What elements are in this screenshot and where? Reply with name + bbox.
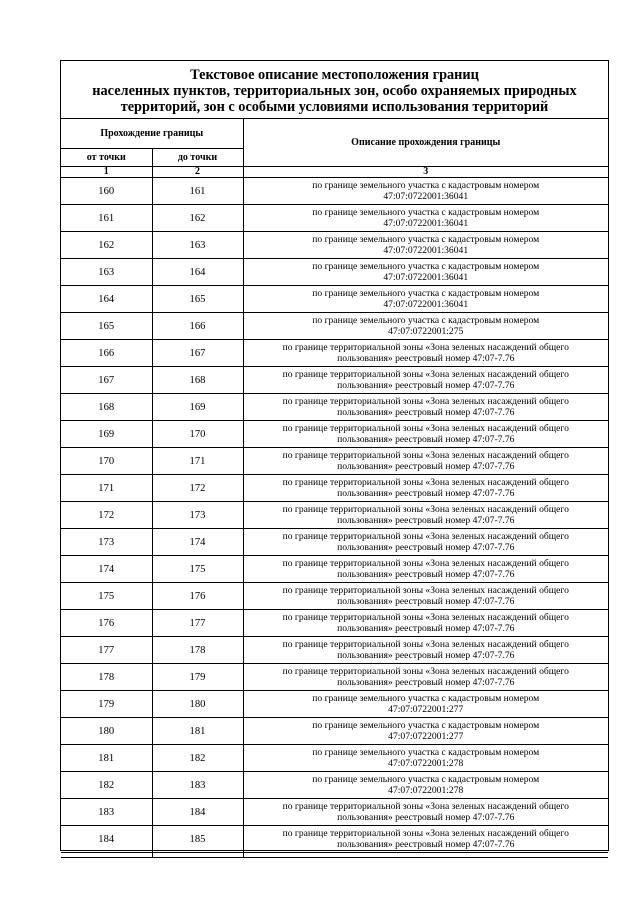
- description-line-1: по границе земельного участка с кадастровым номером: [312, 287, 540, 299]
- description-line-1: по границе территориальной зоны «Зона зеленых насаждений общего: [282, 584, 569, 596]
- description-cell: [243, 583, 608, 610]
- table-header-row: [61, 119, 608, 149]
- to-point-cell: 182: [152, 745, 243, 772]
- from-point-cell: 176: [61, 610, 152, 637]
- to-point-cell: 173: [152, 502, 243, 529]
- to-point-cell: 165: [152, 286, 243, 313]
- from-point-cell: 168: [61, 394, 152, 421]
- description-line-2: пользования» реестровый номер 47:07-7.76: [337, 407, 515, 418]
- description-line-1: по границе земельного участка с кадастровым номером: [312, 314, 540, 326]
- empty-cell: [243, 853, 608, 858]
- description-line-1: по границе земельного участка с кадастровым номером: [312, 260, 540, 272]
- table-row: [61, 691, 608, 718]
- description-line-2: пользования» реестровый номер 47:07-7.76: [337, 380, 515, 391]
- table-row: [61, 367, 608, 394]
- to-point-cell: 172: [152, 475, 243, 502]
- table-column-numbers-row: [61, 167, 608, 178]
- table-row: [61, 475, 608, 502]
- description-line-1: по границе земельного участка с кадастровым номером: [312, 179, 540, 191]
- document-frame: [60, 60, 609, 851]
- to-point-cell: 162: [152, 205, 243, 232]
- from-point-cell: 172: [61, 502, 152, 529]
- description-cell: [243, 421, 608, 448]
- table-tail-row: [61, 853, 608, 858]
- from-point-cell: 178: [61, 664, 152, 691]
- to-point-cell: 180: [152, 691, 243, 718]
- from-point-cell: 170: [61, 448, 152, 475]
- from-point-cell: 169: [61, 421, 152, 448]
- description-line-2: 47:07:0722001:36041: [383, 191, 469, 202]
- description-line-2: пользования» реестровый номер 47:07-7.76: [337, 596, 515, 607]
- description-cell: [243, 340, 608, 367]
- to-point-cell: 163: [152, 232, 243, 259]
- description-line-2: 47:07:0722001:36041: [383, 218, 469, 229]
- table-row: [61, 448, 608, 475]
- from-point-cell: 161: [61, 205, 152, 232]
- description-line-2: пользования» реестровый номер 47:07-7.76: [337, 812, 515, 823]
- from-point-cell: 160: [61, 178, 152, 205]
- table-row: [61, 745, 608, 772]
- to-point-cell: 170: [152, 421, 243, 448]
- table-row: [61, 340, 608, 367]
- table-row: [61, 502, 608, 529]
- to-point-cell: 168: [152, 367, 243, 394]
- table-row: [61, 232, 608, 259]
- title-line-1: Текстовое описание местоположения границ: [190, 67, 479, 83]
- header-description: Описание прохождения границы: [243, 119, 608, 167]
- table-row: [61, 313, 608, 340]
- table-row: [61, 799, 608, 826]
- from-point-cell: 167: [61, 367, 152, 394]
- from-point-cell: 180: [61, 718, 152, 745]
- to-point-cell: 179: [152, 664, 243, 691]
- table-row: [61, 637, 608, 664]
- to-point-cell: 171: [152, 448, 243, 475]
- description-cell: [243, 178, 608, 205]
- document-title: [61, 61, 608, 119]
- description-line-2: пользования» реестровый номер 47:07-7.76: [337, 623, 515, 634]
- description-line-1: по границе территориальной зоны «Зона зеленых насаждений общего: [282, 341, 569, 353]
- description-line-1: по границе территориальной зоны «Зона зеленых насаждений общего: [282, 530, 569, 542]
- header-from-point: от точки: [61, 149, 152, 167]
- description-line-1: по границе территориальной зоны «Зона зеленых насаждений общего: [282, 611, 569, 623]
- description-line-1: по границе земельного участка с кадастровым номером: [312, 233, 540, 245]
- description-cell: [243, 799, 608, 826]
- description-cell: [243, 556, 608, 583]
- from-point-cell: 174: [61, 556, 152, 583]
- header-to-point: до точки: [152, 149, 243, 167]
- from-point-cell: 166: [61, 340, 152, 367]
- description-line-2: пользования» реестровый номер 47:07-7.76: [337, 353, 515, 364]
- to-point-cell: 181: [152, 718, 243, 745]
- description-line-1: по границе территориальной зоны «Зона зеленых насаждений общего: [282, 638, 569, 650]
- description-cell: [243, 313, 608, 340]
- boundary-table: [61, 119, 608, 858]
- description-line-1: по границе земельного участка с кадастровым номером: [312, 692, 540, 704]
- from-point-cell: 173: [61, 529, 152, 556]
- table-row: [61, 718, 608, 745]
- description-line-2: 47:07:0722001:36041: [383, 272, 469, 283]
- description-line-1: по границе земельного участка с кадастровым номером: [312, 773, 540, 785]
- description-line-1: по границе территориальной зоны «Зона зеленых насаждений общего: [282, 368, 569, 380]
- description-line-1: по границе земельного участка с кадастровым номером: [312, 746, 540, 758]
- empty-cell: [152, 853, 243, 858]
- title-line-3: территорий, зон с особыми условиями использования территорий: [120, 99, 549, 115]
- description-line-2: пользования» реестровый номер 47:07-7.76: [337, 515, 515, 526]
- to-point-cell: 183: [152, 772, 243, 799]
- empty-cell: [61, 853, 152, 858]
- table-row: [61, 529, 608, 556]
- from-point-cell: 175: [61, 583, 152, 610]
- from-point-cell: 165: [61, 313, 152, 340]
- description-line-2: пользования» реестровый номер 47:07-7.76: [337, 569, 515, 580]
- description-cell: [243, 718, 608, 745]
- description-line-2: 47:07:0722001:36041: [383, 299, 469, 310]
- table-row: [61, 178, 608, 205]
- column-number-2: 2: [152, 167, 243, 178]
- description-cell: [243, 772, 608, 799]
- description-line-2: 47:07:0722001:277: [388, 704, 464, 715]
- description-line-1: по границе территориальной зоны «Зона зеленых насаждений общего: [282, 395, 569, 407]
- description-line-1: по границе земельного участка с кадастровым номером: [312, 206, 540, 218]
- description-line-1: по границе территориальной зоны «Зона зеленых насаждений общего: [282, 503, 569, 515]
- description-cell: [243, 448, 608, 475]
- from-point-cell: 164: [61, 286, 152, 313]
- description-cell: [243, 232, 608, 259]
- to-point-cell: 176: [152, 583, 243, 610]
- to-point-cell: 164: [152, 259, 243, 286]
- table-row: [61, 421, 608, 448]
- table-row: [61, 826, 608, 853]
- to-point-cell: 175: [152, 556, 243, 583]
- table-row: [61, 556, 608, 583]
- table-row: [61, 286, 608, 313]
- column-number-3: 3: [243, 167, 608, 178]
- table-row: [61, 394, 608, 421]
- from-point-cell: 163: [61, 259, 152, 286]
- description-line-2: пользования» реестровый номер 47:07-7.76: [337, 650, 515, 661]
- description-cell: [243, 394, 608, 421]
- from-point-cell: 182: [61, 772, 152, 799]
- table-row: [61, 205, 608, 232]
- description-line-1: по границе территориальной зоны «Зона зеленых насаждений общего: [282, 422, 569, 434]
- description-line-2: пользования» реестровый номер 47:07-7.76: [337, 677, 515, 688]
- to-point-cell: 169: [152, 394, 243, 421]
- description-line-2: 47:07:0722001:36041: [383, 245, 469, 256]
- table-row: [61, 772, 608, 799]
- from-point-cell: 181: [61, 745, 152, 772]
- description-cell: [243, 286, 608, 313]
- description-line-2: 47:07:0722001:277: [388, 731, 464, 742]
- description-line-2: пользования» реестровый номер 47:07-7.76: [337, 434, 515, 445]
- to-point-cell: 166: [152, 313, 243, 340]
- from-point-cell: 183: [61, 799, 152, 826]
- description-line-1: по границе территориальной зоны «Зона зеленых насаждений общего: [282, 800, 569, 812]
- description-cell: [243, 826, 608, 853]
- from-point-cell: 184: [61, 826, 152, 853]
- description-line-2: пользования» реестровый номер 47:07-7.76: [337, 839, 515, 850]
- to-point-cell: 167: [152, 340, 243, 367]
- description-line-2: 47:07:0722001:278: [388, 758, 464, 769]
- description-cell: [243, 691, 608, 718]
- description-line-1: по границе территориальной зоны «Зона зеленых насаждений общего: [282, 827, 569, 839]
- from-point-cell: 177: [61, 637, 152, 664]
- description-cell: [243, 367, 608, 394]
- to-point-cell: 178: [152, 637, 243, 664]
- description-line-1: по границе земельного участка с кадастровым номером: [312, 719, 540, 731]
- description-line-2: 47:07:0722001:278: [388, 785, 464, 796]
- from-point-cell: 179: [61, 691, 152, 718]
- description-cell: [243, 502, 608, 529]
- description-cell: [243, 664, 608, 691]
- description-line-1: по границе территориальной зоны «Зона зеленых насаждений общего: [282, 665, 569, 677]
- description-cell: [243, 637, 608, 664]
- description-line-2: пользования» реестровый номер 47:07-7.76: [337, 542, 515, 553]
- table-row: [61, 610, 608, 637]
- description-cell: [243, 610, 608, 637]
- description-cell: [243, 745, 608, 772]
- to-point-cell: 185: [152, 826, 243, 853]
- from-point-cell: 171: [61, 475, 152, 502]
- to-point-cell: 184: [152, 799, 243, 826]
- to-point-cell: 161: [152, 178, 243, 205]
- description-cell: [243, 475, 608, 502]
- description-line-2: 47:07:0722001:275: [388, 326, 464, 337]
- description-line-2: пользования» реестровый номер 47:07-7.76: [337, 461, 515, 472]
- to-point-cell: 174: [152, 529, 243, 556]
- table-row: [61, 583, 608, 610]
- from-point-cell: 162: [61, 232, 152, 259]
- description-line-1: по границе территориальной зоны «Зона зеленых насаждений общего: [282, 476, 569, 488]
- to-point-cell: 177: [152, 610, 243, 637]
- column-number-1: 1: [61, 167, 152, 178]
- description-line-1: по границе территориальной зоны «Зона зеленых насаждений общего: [282, 557, 569, 569]
- description-cell: [243, 259, 608, 286]
- table-row: [61, 664, 608, 691]
- description-cell: [243, 205, 608, 232]
- table-row: [61, 259, 608, 286]
- description-cell: [243, 529, 608, 556]
- title-line-2: населенных пунктов, территориальных зон, особо охраняемых природных: [92, 83, 577, 99]
- description-line-2: пользования» реестровый номер 47:07-7.76: [337, 488, 515, 499]
- header-passage: Прохождение границы: [61, 119, 243, 149]
- description-line-1: по границе территориальной зоны «Зона зеленых насаждений общего: [282, 449, 569, 461]
